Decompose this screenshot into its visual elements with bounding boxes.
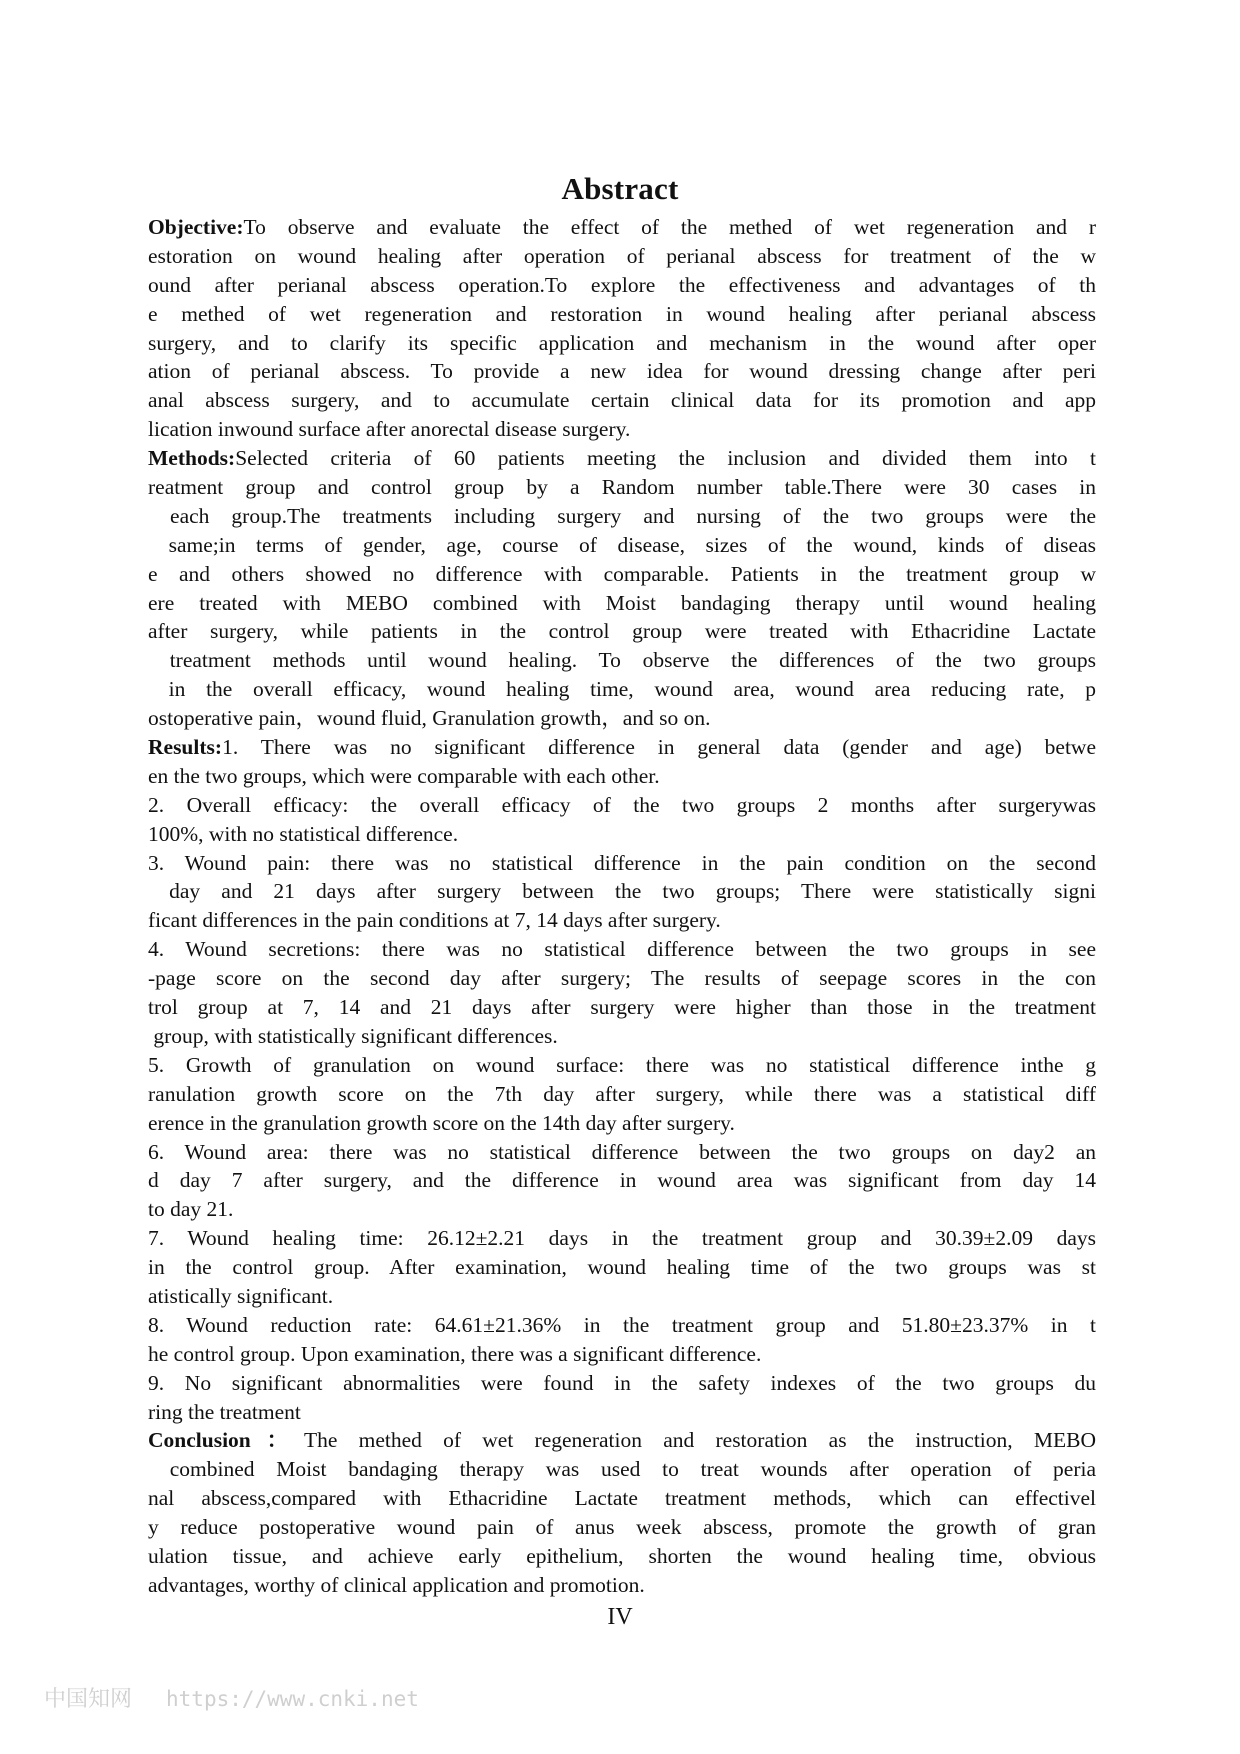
text-line [148, 1109, 1096, 1138]
text-line [148, 935, 1096, 964]
text-line [148, 1340, 1096, 1369]
line-text: atistically significant. [148, 1283, 334, 1308]
line-text: d day 7 after surgery, and the difference in wound area was significant from day 14 [148, 1168, 1096, 1193]
line-text: To observe and evaluate the effect of the methed of wet regeneration and r [243, 215, 1096, 239]
section-label: Methods: [148, 446, 236, 471]
text-line [148, 1253, 1096, 1282]
text-line [148, 1571, 1096, 1600]
text-line [148, 733, 1096, 762]
text-line [148, 646, 1096, 675]
line-text: 6. Wound area: there was no statistical difference between the two groups on day2 an [148, 1139, 1096, 1164]
text-line [148, 1542, 1096, 1571]
line-text: e methed of wet regeneration and restoration in wound healing after perianal abscess [148, 301, 1096, 326]
abstract-paragraph [148, 849, 1096, 936]
text-line [148, 762, 1096, 791]
text-line [148, 1022, 1096, 1051]
text-line [148, 964, 1096, 993]
line-text: each group.The treatments including surgery and nursing of the two groups were the [148, 503, 1096, 528]
text-line [148, 1455, 1096, 1484]
abstract-paragraph [148, 733, 1096, 791]
line-text: 4. Wound secretions: there was no statistical difference between the two groups in see [148, 937, 1096, 962]
abstract-body [148, 213, 1096, 1600]
text-line [148, 675, 1096, 704]
text-line [148, 271, 1096, 300]
text-line [148, 1195, 1096, 1224]
abstract-paragraph [148, 791, 1096, 849]
line-text: -page score on the second day after surgery; The results of seepage scores in the con [148, 966, 1096, 991]
line-text: ranulation growth score on the 7th day after surgery, while there was a statistical diff [148, 1081, 1096, 1106]
text-line [148, 531, 1096, 560]
line-text: 7. Wound healing time: 26.12±2.21 days in the treatment group and 30.39±2.09 days [148, 1226, 1096, 1251]
line-text: 9. No significant abnormalities were found in the safety indexes of the two groups du [148, 1370, 1096, 1395]
text-line [148, 329, 1096, 358]
text-line [148, 1311, 1096, 1340]
text-line [148, 1166, 1096, 1195]
text-line [148, 1369, 1096, 1398]
abstract-paragraph [148, 1138, 1096, 1225]
text-line [148, 1398, 1096, 1427]
section-label: Objective: [148, 215, 244, 239]
text-line [148, 589, 1096, 618]
line-text: 1. There was no significant difference in general data (gender and age) betwe [222, 735, 1096, 760]
line-text: ring the treatment [148, 1399, 301, 1424]
abstract-paragraph [148, 1051, 1096, 1138]
text-line [148, 1080, 1096, 1109]
line-text: group, with statistically significant differences. [148, 1023, 558, 1048]
watermark-url: https://www.cnki.net [166, 1687, 419, 1711]
line-text: e and others showed no difference with comparable. Patients in the treatment group w [148, 561, 1096, 586]
line-text: 8. Wound reduction rate: 64.61±21.36% in the treatment group and 51.80±23.37% in t [148, 1312, 1096, 1337]
line-text: treatment methods until wound healing. To observe the differences of the two groups [148, 648, 1096, 673]
line-text: after surgery, while patients in the control group were treated with Ethacridine Lactate [148, 619, 1096, 644]
text-line [148, 820, 1096, 849]
text-line [148, 849, 1096, 878]
line-text: in the control group. After examination, wound healing time of the two groups was st [148, 1255, 1096, 1280]
text-line [148, 1513, 1096, 1542]
line-text: combined Moist bandaging therapy was used to treat wounds after operation of peria [148, 1457, 1096, 1482]
text-line [148, 1484, 1096, 1513]
text-line [148, 1051, 1096, 1080]
line-text: anal abscess surgery, and to accumulate certain clinical data for its promotion and app [148, 388, 1096, 413]
line-text: 100%, with no statistical difference. [148, 821, 459, 846]
text-line [148, 1138, 1096, 1167]
line-text: to day 21. [148, 1197, 234, 1222]
text-line [148, 877, 1096, 906]
text-line [148, 473, 1096, 502]
line-text: estoration on wound healing after operation of perianal abscess for treatment of the w [148, 243, 1096, 268]
text-line [148, 704, 1096, 733]
line-text: 2. Overall efficacy: the overall efficacy of the two groups 2 months after surgerywas [148, 792, 1096, 817]
text-line [148, 415, 1096, 444]
line-text: y reduce postoperative wound pain of anus week abscess, promote the growth of gran [148, 1515, 1096, 1540]
line-text: 5. Growth of granulation on wound surface: there was no statistical difference inthe g [148, 1052, 1096, 1077]
text-line [148, 993, 1096, 1022]
text-line [148, 1282, 1096, 1311]
line-text: The methed of wet regeneration and restoration as the instruction, MEBO [303, 1428, 1096, 1453]
line-text: ound after perianal abscess operation.To explore the effectiveness and advantages of th [148, 272, 1096, 297]
text-line [148, 1224, 1096, 1253]
line-text: reatment group and control group by a Random number table.There were 30 cases in [148, 475, 1096, 500]
text-line [148, 617, 1096, 646]
line-text: ulation tissue, and achieve early epithelium, shorten the wound healing time, obvious [148, 1543, 1096, 1568]
watermark-brand: 中国知网 [44, 1686, 133, 1711]
line-text: he control group. Upon examination, there was a significant difference. [148, 1341, 762, 1366]
line-text: same;in terms of gender, age, course of disease, sizes of the wound, kinds of diseas [148, 532, 1096, 557]
line-text: ation of perianal abscess. To provide a new idea for wound dressing change after peri [148, 359, 1096, 384]
text-line [148, 357, 1096, 386]
line-text: day and 21 days after surgery between the two groups; There were statistically signi [148, 879, 1096, 904]
page-title: Abstract [561, 170, 679, 206]
text-line [148, 560, 1096, 589]
section-label: Results: [148, 735, 223, 760]
watermark [44, 1682, 419, 1713]
abstract-paragraph [148, 1426, 1096, 1599]
abstract-paragraph [148, 1369, 1096, 1427]
line-text: en the two groups, which were comparable with each other. [148, 763, 660, 788]
text-line [148, 906, 1096, 935]
text-line [148, 1426, 1096, 1455]
page-number: IV [607, 1604, 633, 1630]
line-text: erence in the granulation growth score on the 14th day after surgery. [148, 1110, 735, 1135]
line-text: advantages, worthy of clinical application and promotion. [148, 1572, 645, 1597]
abstract-paragraph [148, 935, 1096, 1051]
abstract-paragraph [148, 213, 1096, 444]
line-text: ostoperative pain，wound fluid, Granulation growth，and so on. [148, 706, 711, 731]
line-text: ficant differences in the pain conditions at 7, 14 days after surgery. [148, 908, 721, 933]
line-text: surgery, and to clarify its specific application and mechanism in the wound after oper [148, 330, 1096, 355]
abstract-paragraph [148, 1311, 1096, 1369]
line-text: Selected criteria of 60 patients meeting the inclusion and divided them into t [235, 446, 1096, 471]
text-line [148, 791, 1096, 820]
line-text: ere treated with MEBO combined with Moist bandaging therapy until wound healing [148, 590, 1096, 615]
line-text: trol group at 7, 14 and 21 days after surgery were higher than those in the treatment [148, 995, 1096, 1020]
abstract-paragraph [148, 1224, 1096, 1311]
line-text: lication inwound surface after anorectal disease surgery. [148, 417, 631, 442]
text-line [148, 444, 1096, 473]
text-line [148, 502, 1096, 531]
text-line [148, 386, 1096, 415]
text-line [148, 300, 1096, 329]
text-line [148, 213, 1096, 242]
line-text: 3. Wound pain: there was no statistical difference in the pain condition on the second [148, 850, 1096, 875]
abstract-paragraph [148, 444, 1096, 733]
line-text: nal abscess,compared with Ethacridine Lactate treatment methods, which can effectivel [148, 1486, 1096, 1511]
section-label: Conclusion： [148, 1428, 304, 1453]
line-text: in the overall efficacy, wound healing time, wound area, wound area reducing rate, p [148, 677, 1096, 702]
text-line [148, 242, 1096, 271]
